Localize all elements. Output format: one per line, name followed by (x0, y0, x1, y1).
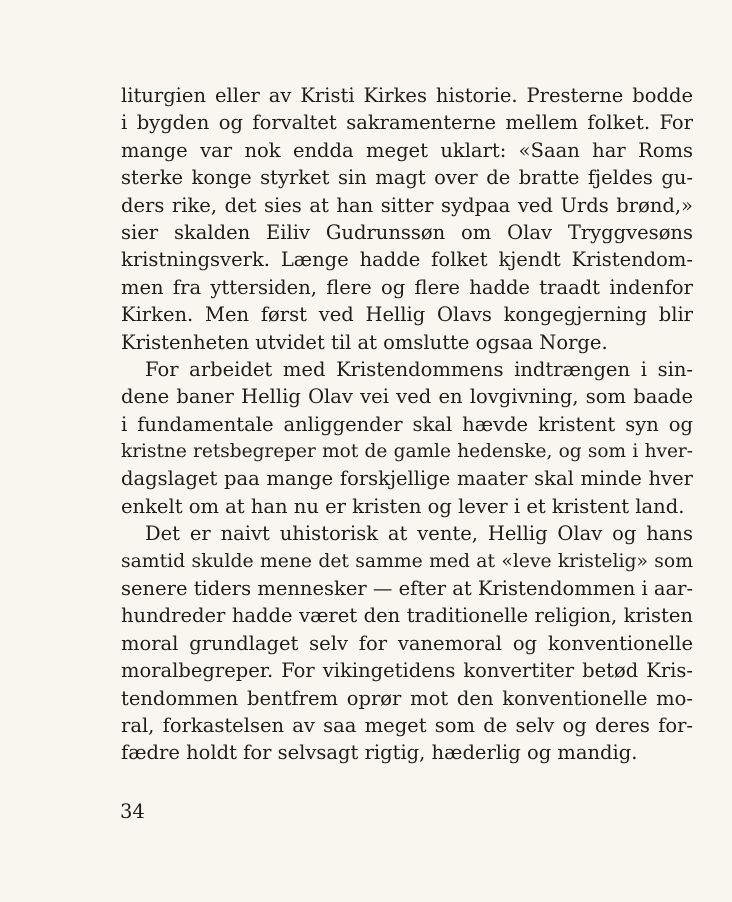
text-line: senere tiders mennesker — efter at Kristendommen i aar- (121, 577, 694, 601)
text-line: dagslaget paa mange forskjellige maater skal minde hver (121, 467, 693, 491)
text-line: liturgien eller av Kristi Kirkes historie. Presterne bodde (121, 84, 693, 107)
text-line: dene baner Hellig Olav vei ved en lovgivning, som baade (121, 385, 693, 409)
text-line: i bygden og forvaltet sakramenterne mellem folket. For (121, 111, 693, 135)
text-line: ral, forkastelsen av saa meget som de selv og deres for- (121, 713, 693, 737)
text-line: hundreder hadde været den traditionelle religion, kristen (121, 604, 693, 628)
text-line: moral grundlaget selv for vanemoral og konventionelle (121, 631, 693, 655)
text-line: men fra yttersiden, flere og flere hadde traadt indenfor (121, 275, 693, 299)
text-line: mange var nok endda meget uklart: «Saan har Roms (121, 138, 693, 162)
text-line: For arbeidet med Kristendommens indtrængen i sin- (145, 357, 693, 381)
text-line: samtid skulde mene det samme med at «leve kristelig» som (121, 550, 693, 572)
text-line: sterke konge styrket sin magt over de bratte fjeldes gu- (121, 166, 693, 190)
text-line: tendommen bentfrem oprør mot den konventionelle mo- (121, 686, 693, 710)
paragraph-2 (121, 356, 693, 520)
paragraph-1 (121, 82, 693, 356)
text-line: kristne retsbegreper mot de gamle hedenske, og som i hver- (121, 441, 693, 463)
text-line: sier skalden Eiliv Gudrunssøn om Olav Tryggvesøns (121, 220, 693, 244)
text-line: kristningsverk. Længe hadde folket kjendt Kristendom- (121, 248, 693, 272)
text-line: fædre holdt for selvsagt rigtig, hæderlig og mandig. (121, 741, 638, 765)
text-line: Kirken. Men først ved Hellig Olavs kongegjerning blir (121, 303, 693, 327)
text-line: moralbegreper. For vikingetidens konvertiter betød Kris- (121, 659, 693, 683)
paragraph-3 (121, 520, 693, 767)
text-line: enkelt om at han nu er kristen og lever i et kristent land. (121, 494, 685, 518)
text-line: Det er naivt uhistorisk at vente, Hellig Olav og hans (145, 522, 693, 546)
body-text (121, 82, 693, 767)
text-line: Kristenheten utvidet til at omslutte ogsaa Norge. (121, 330, 608, 354)
text-line: i fundamentale anliggender skal hævde kristent syn og (121, 412, 693, 436)
page-number: 34 (120, 800, 145, 823)
text-line: ders rike, det sies at han sitter sydpaa ved Urds brønd,» (121, 193, 693, 217)
